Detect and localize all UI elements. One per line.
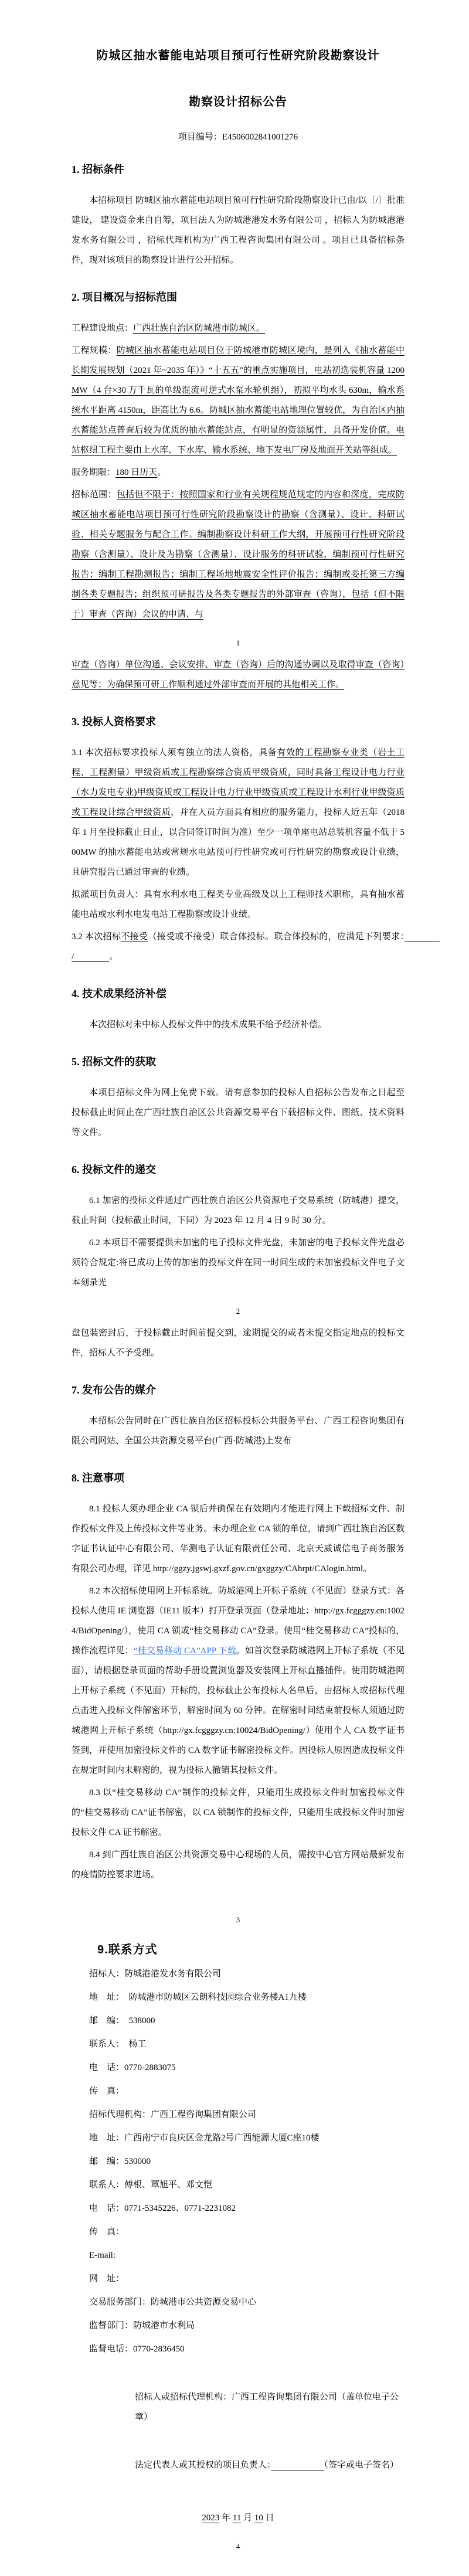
text-run: 8.1 投标人须办理企业 CA 锁后并确保在有效期内才能进行网上下载招标文件、制作投标文件及上传投标文件等业务。未办理企业 CA 锁的单位，请到广西壮族自治区数字证书认证中心有限公司、华测电子认证有限责任公司、北京天威诚信电子商务服务有限公司办理，详见 http://ggzy.jgswj.gxzf.gov.cn/gxggzy/CAhrpt/CAlogin.html。 (72, 1504, 405, 1574)
text-run: （接受或不接受）联合体投标。联合体投标的，应满足下列要求： (148, 932, 405, 942)
text-run: E-mail: (89, 2251, 115, 2260)
underlined-text-run: 不接受 (121, 932, 148, 942)
paragraph (72, 1015, 405, 1035)
page-number: 4 (236, 2542, 240, 2551)
text-run: 监督部门：防城港市水利局 (89, 2321, 195, 2330)
text-run: 6.1 加密的投标文件通过广西壮族自治区公共资源电子交易系统（防城港）提交，截止时间（投标截止时间，下同）为 2023 年 12 月 4 日 9 时 30 分。 (72, 1196, 405, 1225)
announcement-date (72, 2508, 405, 2528)
document-body (72, 161, 440, 2553)
contact-bidder-person (89, 2034, 405, 2054)
underlined-text-run (271, 2461, 324, 2470)
paragraph (72, 743, 405, 882)
text-run: 传 真： (89, 2227, 125, 2237)
underlined-text-run: 11 (232, 2513, 242, 2523)
app-download-link[interactable]: “桂交易移动 CA”APP 下载 (133, 1646, 236, 1656)
section-heading: 9.联系方式 (97, 1943, 158, 1956)
paragraph (72, 1411, 405, 1451)
text-run: 年 (219, 2513, 233, 2523)
paragraph (72, 885, 405, 925)
text-run: 8.2 本次招标使用网上开标系统。防城港网上开标子系统（不见面）登录方式：各投标人使用 IE 浏览器（IE11 版本）打开登录页面（登录地址：http://gx.fcgggzy.cn:10024/BidOpening/），使用 CA 锁或“桂交易移动 CA”登录。使用“桂交易移动 CA”投标的，操作流程详见： (72, 1586, 405, 1656)
paragraph (72, 927, 440, 967)
underlined-text-run: 10 (254, 2513, 263, 2523)
contact-supervisor (89, 2316, 405, 2336)
contact-agency-postcode (89, 2152, 405, 2171)
paragraph (72, 341, 405, 460)
contact-supervisor-phone (89, 2339, 405, 2359)
paragraph (72, 463, 405, 482)
paragraph (72, 1783, 405, 1843)
text-run: 监督电话：0770-2836450 (89, 2344, 185, 2354)
project-number-line (72, 130, 405, 142)
text-run: 地 址： 防城港市防城区云朗科技园综合业务楼A1九楼 (89, 1993, 307, 2002)
page-number: 1 (236, 638, 240, 647)
text-run: 工程规模： (72, 346, 117, 355)
text-run: 交易服务部门：防城港市公共资源交易中心 (89, 2298, 257, 2307)
text-run: 。 (157, 468, 166, 477)
text-run: 8.3 以“桂交易移动 CA”制作的投标文件，只能用生成投标文件时加密投标文件的“桂交易移动 CA”证书解密，以 CA 锁制作的投标文件，只能用生成投标文件时加密投标文件 CA 证书解密。 (72, 1788, 405, 1837)
document-title: 防城区抽水蓄能电站项目预可行性研究阶段勘察设计 (96, 49, 380, 62)
contact-bidder-address (89, 1987, 405, 2007)
underlined-text-run: 2023 (202, 2513, 220, 2523)
text-run: 月 (241, 2513, 254, 2523)
contact-bidder-fax (89, 2081, 405, 2101)
underlined-text-run: 有效的工程勘察专业类（岩土工程、工程测量）甲级资质或工程勘察综合资质甲级资质，同时具备工程设计电力行业（水力发电专业)甲级资质或工程设计电力行业甲级资质或工程设计水利行业甲级资质或工程设计综合甲级资质 (72, 748, 405, 817)
section-heading: 2. 项目概况与招标范围 (72, 291, 177, 303)
text-run: 招标代理机构：广西工程咨询集团有限公司 (89, 2110, 257, 2119)
text-run: 邮 编： 538000 (89, 2016, 155, 2026)
text-run: 。如首次登录防城港网上开标子系统（不见面），请根据登录页面的帮助手册设置浏览器及安装网上开标直播插件。使用防城港网上开标子系统（不见面）开标的，投标截止公布投标人名单后，由招标人或招标代理点击进入投标文件解密环节，解密时间为 60 分钟。在解密时间结束前投标人须通过防城港网上开标子系统（http://gx.fcgggzy.cn:10024/BidOpening/）使用个人 CA 数字证书签到，并使用加密投标文件的 CA 数字证书解密投标文件。因投标人原因造成投标文件在规定时间内未解密的，视为投标人撤销其投标文件。 (72, 1646, 405, 1775)
section-heading: 6. 投标文件的递交 (72, 1164, 156, 1175)
paragraph (72, 1233, 405, 1293)
text-run: 本次招标对未中标人投标文件中的技术成果不给予经济补偿。 (89, 1020, 327, 1029)
contact-agency-address (89, 2128, 405, 2148)
section-heading: 5. 招标文件的获取 (72, 1056, 156, 1068)
paragraph (72, 1845, 405, 1885)
signature-org-line (135, 2387, 405, 2427)
underlined-text-run: 包括但不限于：按照国家和行业有关规程规范规定的内容和深度，完成防城区抽水蓄能电站项目预可行性研究阶段勘察设计的勘察（含测量）、设计、科研试验、相关专题服务与配合工作。编制勘察设计科研工作大纲，开展预可行性研究阶段勘察（含测量）、设计及为勘察（含测量）、设计服务的科研试验，编制预可行性研究报告；编制工程勘测报告；编制工程场地地震安全性评价报告；编制或委托第三方编制各类专题报告；组织预可研报告及各类专题报告的外部审查（咨询），包括（但不限于）审查（咨询）会议的申请、与 (72, 490, 405, 619)
text-run: 本招标项目 防城区抽水蓄能电站项目预可行性研究阶段勘察设计已由/以〔/〕批准建设， 建设资金来自自筹，项目法人为防城港港发水务有限公司 ，招标人为防城港港发水务有限公司 ，招标代理机构为广西工程咨询集团有限公司 。项目已具备招标条件，现对该项目的勘察设计进行公开招标。 (72, 196, 405, 265)
text-run: 。 (109, 952, 118, 961)
section-heading: 7. 发布公告的媒介 (72, 1384, 156, 1396)
text-run: 网 址： (89, 2274, 125, 2283)
paragraph (72, 1499, 405, 1579)
page-number: 3 (236, 1915, 240, 1924)
contact-trade-service (89, 2292, 405, 2312)
text-run: 服务期限： (72, 468, 116, 477)
contact-bidder-phone (89, 2058, 405, 2078)
underlined-text-run: 审查（咨询）单位沟通、会议安排、审查（咨询）后的沟通协调以及取得审查（咨询）意见等；为确保预可研工作顺利通过外部审查而开展的其他相关工作。 (72, 660, 405, 689)
project-number-label: 项目编号： (178, 132, 222, 142)
page-number: 2 (236, 1307, 240, 1316)
underlined-text-run: 防城区抽水蓄能电站项目位于防城港市防城区境内，是列入《抽水蓄能中长期发展规划（2021 年~2035 年）》“十五五”的重点实施项目，电站初选装机容量 1200MW（4 台×30 万千瓦的单级混流可逆式水泵水轮机组），初拟平均水头 630m，输水系统水平距离 4150m，距高比为 6.6。防城区抽水蓄能电站地理位置较优，为自治区内抽水蓄能站点普查后较为优质的抽水蓄能站点，有明显的资源属性，具备开发价值。电站枢纽工程主要由上水库、下水库、输水系统、地下发电厂房及地面开关站等组成。 (72, 346, 405, 455)
text-run: （签字或电子签名） (324, 2461, 399, 2470)
text-run: 联系人：傅根、覃旭平、邓文恺 (89, 2180, 213, 2190)
document-subtitle: 勘察设计招标公告 (189, 96, 287, 108)
contact-bidder (89, 1964, 405, 1984)
text-run: 本招标公告同时在广西壮族自治区招标投标公共服务平台、广西工程咨询集团有限公司网站、全国公共资源交易平台(广西·防城港)上发布 (72, 1416, 405, 1446)
text-run: 盘包装密封后，于投标截止时间前提交到，逾期提交的或者未提交指定地点的投标文件，招标人不予受理。 (72, 1328, 405, 1358)
section-heading: 3. 投标人资格要求 (72, 716, 156, 728)
contact-agency (89, 2105, 405, 2125)
text-run: 电 话：0771-5345226、0771-2231082 (89, 2204, 236, 2213)
text-run: 3.2 本次招标 (72, 932, 121, 942)
text-run: 法定代表人或其授权的项目负责人： (135, 2461, 271, 2470)
section-heading: 4. 技术成果经济补偿 (72, 988, 166, 1000)
project-number-value: E4506002841001276 (222, 132, 298, 142)
text-run: 日 (263, 2513, 274, 2523)
paragraph (72, 1323, 405, 1363)
text-run: ，并在人员方面具有相应的服务能力，投标人近五年（2018 年 1 月至投标截止日止，以合同签订时间为准）至少一项单座电站总装机容量不低于 500MW 的抽水蓄能电站或常规水电站预可行性研究或可行性研究的勘察或设计业绩，且研究报告已通过审查的业绩。 (72, 808, 405, 877)
text-run: 传 真： (89, 2086, 125, 2096)
underlined-text-run: 广西壮族自治区防城港市防城区。 (133, 324, 266, 333)
text-run: 6.2 本项目不需要提供未加密的电子投标文件光盘，未加密的电子投标文件光盘必须符合规定:将已成功上传的加密的投标文件在同一时间生成的未加密投标文件电子文本刻录光 (72, 1238, 405, 1287)
paragraph (72, 655, 405, 695)
text-run: 电 话：0770-2883075 (89, 2063, 176, 2072)
contact-agency-person (89, 2175, 405, 2195)
text-run: 招标人：防城港港发水务有限公司 (89, 1969, 222, 1979)
underlined-text-run: 180 日历天 (115, 468, 158, 477)
text-run: 拟派项目负责人：具有水利水电工程类专业高级及以上工程师技术职称，具有抽水蓄能电站或水利水电发电站工程勘察或设计业绩。 (72, 890, 405, 919)
signature-representative-line (135, 2455, 405, 2475)
section-heading: 8. 注意事项 (72, 1472, 124, 1484)
paragraph (72, 191, 405, 270)
paragraph (72, 485, 405, 624)
contact-agency-email (89, 2245, 405, 2265)
paragraph (72, 1581, 405, 1780)
contact-agency-website (89, 2269, 405, 2289)
underlined-text-run: / (72, 932, 440, 961)
paragraph (72, 318, 405, 338)
contact-bidder-postcode (89, 2011, 405, 2031)
text-run: 本项目招标文件为网上免费下载。请有意参加的投标人自招标公告发布之日起至投标截止时间止在广西壮族自治区公共资源交易平台下载招标文件、图纸、技术资料等文件。 (72, 1088, 405, 1137)
text-run: 8.4 到广西壮族自治区公共资源交易中心现场的人员，需按中心官方网站最新发布的疫情防控要求进场。 (72, 1850, 405, 1880)
contact-agency-phone (89, 2198, 405, 2218)
text-run: 招标范围： (72, 490, 117, 499)
section-heading: 1. 招标条件 (72, 164, 124, 175)
text-run: 招标人或招标代理机构：广西工程咨询集团有限公司（盖单位电子公章） (135, 2393, 399, 2422)
text-run: 地 址：广西南宁市良庆区金龙路2号广西能源大厦C座10楼 (89, 2133, 320, 2143)
text-run: 工程建设地点： (72, 324, 134, 333)
text-run: 邮 编：530000 (89, 2157, 151, 2166)
paragraph (72, 1083, 405, 1143)
paragraph (72, 1191, 405, 1231)
text-run: 3.1 本次招标要求投标人须有独立的法人资格，具备 (72, 748, 277, 757)
text-run: 联系人： 杨工 (89, 2040, 147, 2049)
contact-agency-fax (89, 2222, 405, 2242)
